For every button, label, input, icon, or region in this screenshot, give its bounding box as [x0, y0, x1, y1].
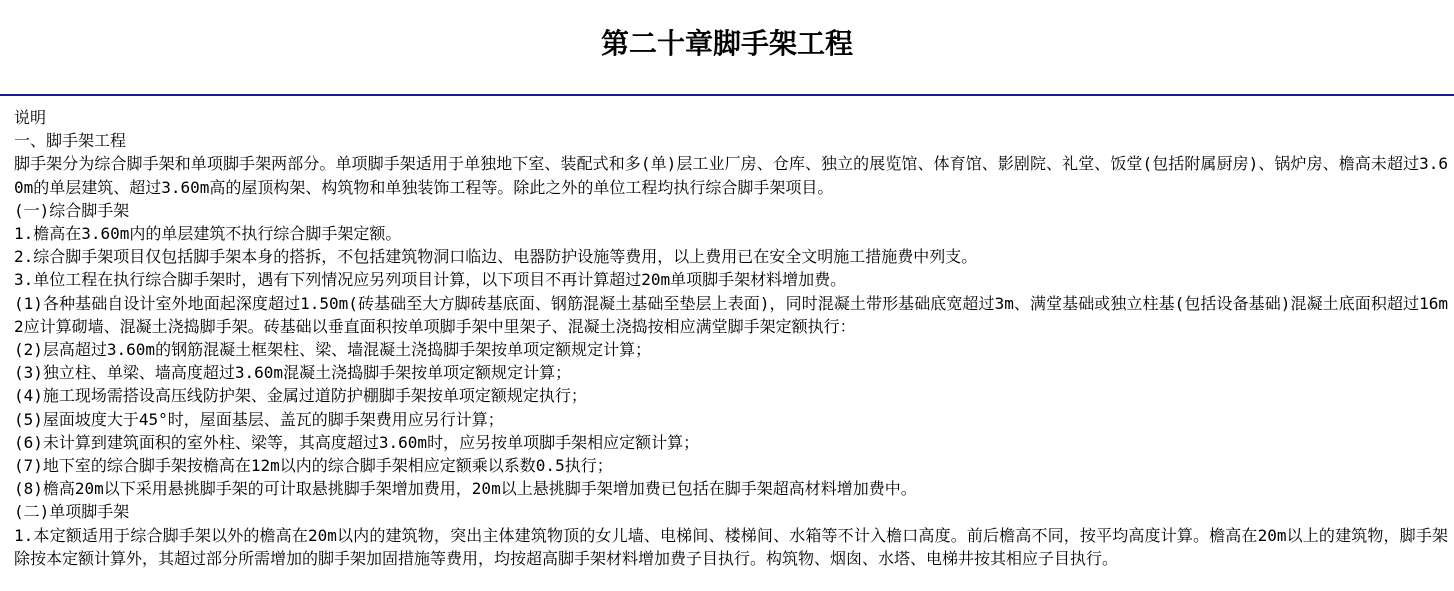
clause-3-2: (2)层高超过3.60m的钢筋混凝土框架柱、梁、墙混凝土浇捣脚手架按单项定额规定计算；	[14, 340, 652, 360]
subsection-heading-single-item: (二)单项脚手架	[14, 502, 130, 522]
clause-3-3: (3)独立柱、单梁、墙高度超过3.60m混凝土浇捣脚手架按单项定额规定计算；	[14, 363, 572, 383]
document-body	[14, 106, 1448, 570]
clause-3-5: (5)屋面坡度大于45°时，屋面基层、盖瓦的脚手架费用应另行计算；	[14, 409, 504, 429]
intro-paragraph: 脚手架分为综合脚手架和单项脚手架两部分。单项脚手架适用于单独地下室、装配式和多(单)层工业厂房、仓库、独立的展览馆、体育馆、影剧院、礼堂、饭堂(包括附属厨房)、锅炉房、檐高未超过3.60m的单层建筑、超过3.60m高的屋顶构架、构筑物和单独装饰工程等。除此之外的单位工程均执行综合脚手架项目。	[14, 154, 1448, 197]
clause-3-7: (7)地下室的综合脚手架按檐高在12m以内的综合脚手架相应定额乘以系数0.5执行；	[14, 456, 613, 476]
clause-3-8: (8)檐高20m以下采用悬挑脚手架的可计取悬挑脚手架增加费用，20m以上悬挑脚手架增加费已包括在脚手架超高材料增加费中。	[14, 479, 917, 499]
section-heading-scaffolding: 一、脚手架工程	[14, 131, 127, 151]
explanation-heading: 说明	[14, 108, 47, 127]
clause-single-1: 1.本定额适用于综合脚手架以外的檐高在20m以内的建筑物，突出主体建筑物顶的女儿墙、电梯间、楼梯间、水箱等不计入檐口高度。前后檐高不同，按平均高度计算。檐高在20m以上的建筑物，脚手架除按本定额计算外，其超过部分所需增加的脚手架加固措施等费用，均按超高脚手架材料增加费子目执行。构筑物、烟囱、水塔、电梯井按其相应子目执行。	[14, 525, 1448, 568]
clause-3-6: (6)未计算到建筑面积的室外柱、梁等，其高度超过3.60m时，应另按单项脚手架相应定额计算；	[14, 432, 700, 452]
chapter-header	[0, 0, 1454, 96]
clause-2: 2.综合脚手架项目仅包括脚手架本身的搭拆，不包括建筑物洞口临边、电器防护设施等费用，以上费用已在安全文明施工措施费中列支。	[14, 247, 978, 267]
clause-3-1: (1)各种基础自设计室外地面起深度超过1.50m(砖基础至大方脚砖基底面、钢筋混凝土基础至垫层上表面)，同时混凝土带形基础底宽超过3m、满堂基础或独立柱基(包括设备基础)混凝土底面积超过16m2应计算砌墙、混凝土浇捣脚手架。砖基础以垂直面积按单项脚手架中里架子、混凝土浇捣按相应满堂脚手架定额执行：	[14, 293, 1448, 336]
clause-1: 1.檐高在3.60m内的单层建筑不执行综合脚手架定额。	[14, 224, 402, 244]
clause-3-4: (4)施工现场需搭设高压线防护架、金属过道防护棚脚手架按单项定额规定执行；	[14, 386, 587, 406]
clause-3: 3.单位工程在执行综合脚手架时，遇有下列情况应另列项目计算，以下项目不再计算超过20m单项脚手架材料增加费。	[14, 270, 847, 290]
chapter-title: 第二十章脚手架工程	[600, 27, 853, 60]
subsection-heading-comprehensive: (一)综合脚手架	[14, 200, 130, 220]
